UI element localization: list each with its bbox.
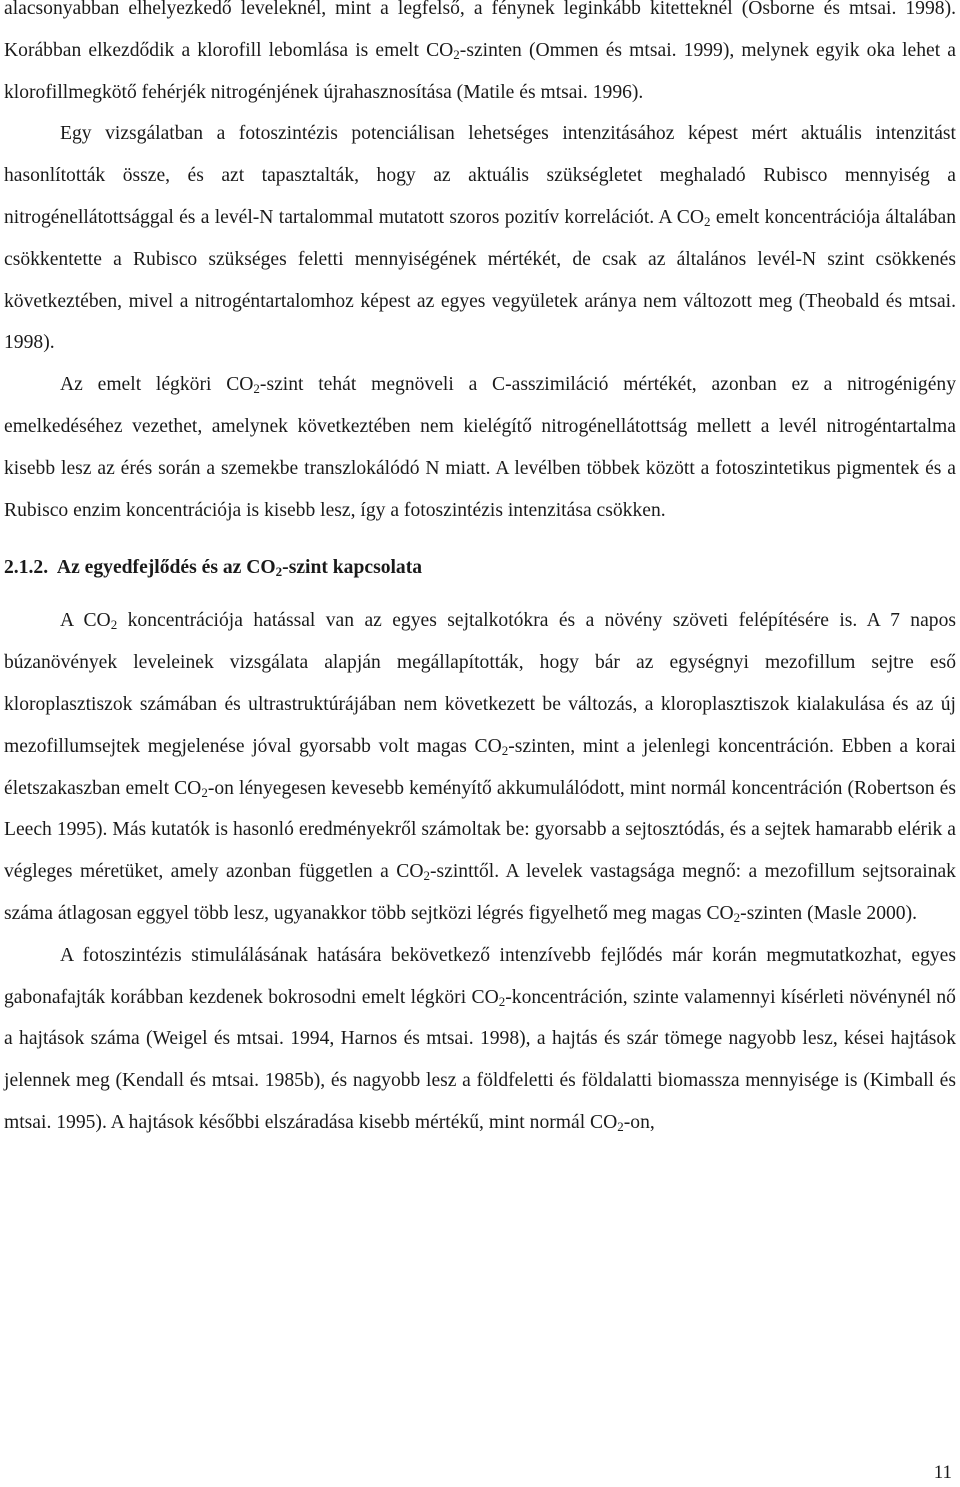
text-run: alacsonyabban elhelyezkedő leveleknél, mint a legfelső, a fénynek leginkább kitetteknél (Osborne és mtsai. 1998). Korábban elkezdődik a klorofill lebomlása is emelt CO: [4, 0, 956, 61]
subscript-2: 2: [453, 46, 460, 62]
subscript-2: 2: [498, 993, 506, 1009]
text-run: -on,: [623, 1111, 655, 1133]
paragraph-rubisco-correlation: [4, 113, 956, 364]
text-run: A CO: [60, 610, 111, 632]
text-run: -szinten (Ommen és mtsai. 1999), melynek egyik oka lehet a klorofillmegkötő fehérjék nitrogénjének újrahasznosítása (Matile és mtsai. 1996).: [4, 39, 956, 103]
text-run: Az egyedfejlődés és az CO: [56, 557, 276, 579]
subscript-2: 2: [423, 868, 430, 884]
text-run: -szinten (Masle 2000).: [740, 902, 918, 924]
subscript-2: 2: [733, 909, 741, 925]
section-heading: [4, 547, 956, 589]
subscript-2: 2: [704, 213, 711, 229]
text-run: emelt koncentrációja általában csökkentette a Rubisco szükséges feletti mennyiségének mértékét, de csak az általános levél-N szint csökkenés következtében, mivel a nitrogéntartalomhoz képest az egyes vegyületek aránya nem változott meg (Theobald és mtsai. 1998).: [4, 206, 956, 354]
text-run: koncentrációja hatással van az egyes sejtalkotókra és a növény szöveti felépítésére is. A 7 napos búzanövények leveleinek vizsgálata alapján megállapították, hogy bár az egységnyi mezofillum sejtre eső kloroplasztiszok számában és ultrastruktúrájában nem következett be változás, a kloroplasztiszok kialakulása és az új mezofillumsejtek megjelenése jóval gyorsabb volt magas CO: [4, 610, 957, 757]
subscript-2: 2: [201, 784, 208, 800]
text-run: -on lényegesen kevesebb keményítő akkumulálódott, mint normál koncentráción (Robertson és Leech 1995). Más kutatók is hasonló eredményekről számoltak be: gyorsabb a sejtosztódás, és a sejtek hamarabb elérik a végleges méretüket, amely azonban független a CO: [4, 777, 956, 883]
subscript-2: 2: [253, 381, 260, 397]
text-run: -szint tehát megnöveli a C-asszimiláció mértékét, azonban ez a nitrogénigény emelkedéséhez vezethet, amelynek következtében nem kielégítő nitrogénellátottság mellett a levél nitrogéntartalma kisebb lesz az érés során a szemekbe transzlokálódó N miatt. A levélben többek között a fotoszintetikus pigmentek és a Rubisco enzim koncentrációja is kisebb lesz, így a fotoszintézis intenzitása csökken.: [4, 374, 956, 521]
paragraph-nitrogen-demand: [4, 364, 956, 531]
text-run: A fotoszintézis stimulálásának hatására bekövetkező intenzívebb fejlődés már korán megmutatkozhat, egyes gabonafajták korábban kezdenek bokrosodni emelt légköri CO: [4, 944, 956, 1008]
subscript-2: 2: [110, 617, 118, 633]
text-run: -szinten, mint a jelenlegi koncentráción. Ebben a korai életszakaszban emelt CO: [4, 735, 956, 799]
text-run: Egy vizsgálatban a fotoszintézis potenciálisan lehetséges intenzitásához képest mért aktuális intenzitást hasonlították össze, és azt tapasztalták, hogy az aktuális szükségletet meghaladó Rubisco mennyiség a nitrogénellátottsággal és a levél-N tartalommal mutatott szoros pozitív korrelációt. A CO: [4, 123, 956, 228]
page-number: 11: [933, 1462, 952, 1483]
subscript-2: 2: [275, 564, 283, 580]
text-run: -szint kapcsolata: [282, 557, 423, 579]
document-page: [4, 0, 956, 1144]
text-run: -koncentráción, szinte valamennyi kísérleti növénynél nő a hajtások száma (Weigel és mtsai. 1994, Harnos és mtsai. 1998), a hajtás és szár tömege nagyobb lesz, kései hajtások jelennek meg (Kendall és mtsai. 1985b), és nagyobb lesz a földfeletti és földalatti biomassza mennyisége is (Kimball és mtsai. 1995). A hajtások későbbi elszáradása kisebb mértékű, mint normál CO: [4, 986, 956, 1133]
section-title: [57, 557, 422, 578]
paragraph-chlorophyll-degradation: [4, 0, 956, 113]
text-run: Az emelt légköri CO: [60, 374, 254, 396]
section-number: 2.1.2.: [4, 557, 49, 579]
paragraph-development-stimulation: [4, 935, 956, 1144]
text-run: -szinttől. A levelek vastagsága megnő: a mezofillum sejtsorainak száma átlagosan eggyel több lesz, ugyanakkor több sejtközi légrés figyelhető meg magas CO: [4, 861, 956, 924]
subscript-2: 2: [501, 742, 509, 758]
subscript-2: 2: [617, 1118, 624, 1134]
paragraph-cell-structure: [4, 600, 956, 934]
